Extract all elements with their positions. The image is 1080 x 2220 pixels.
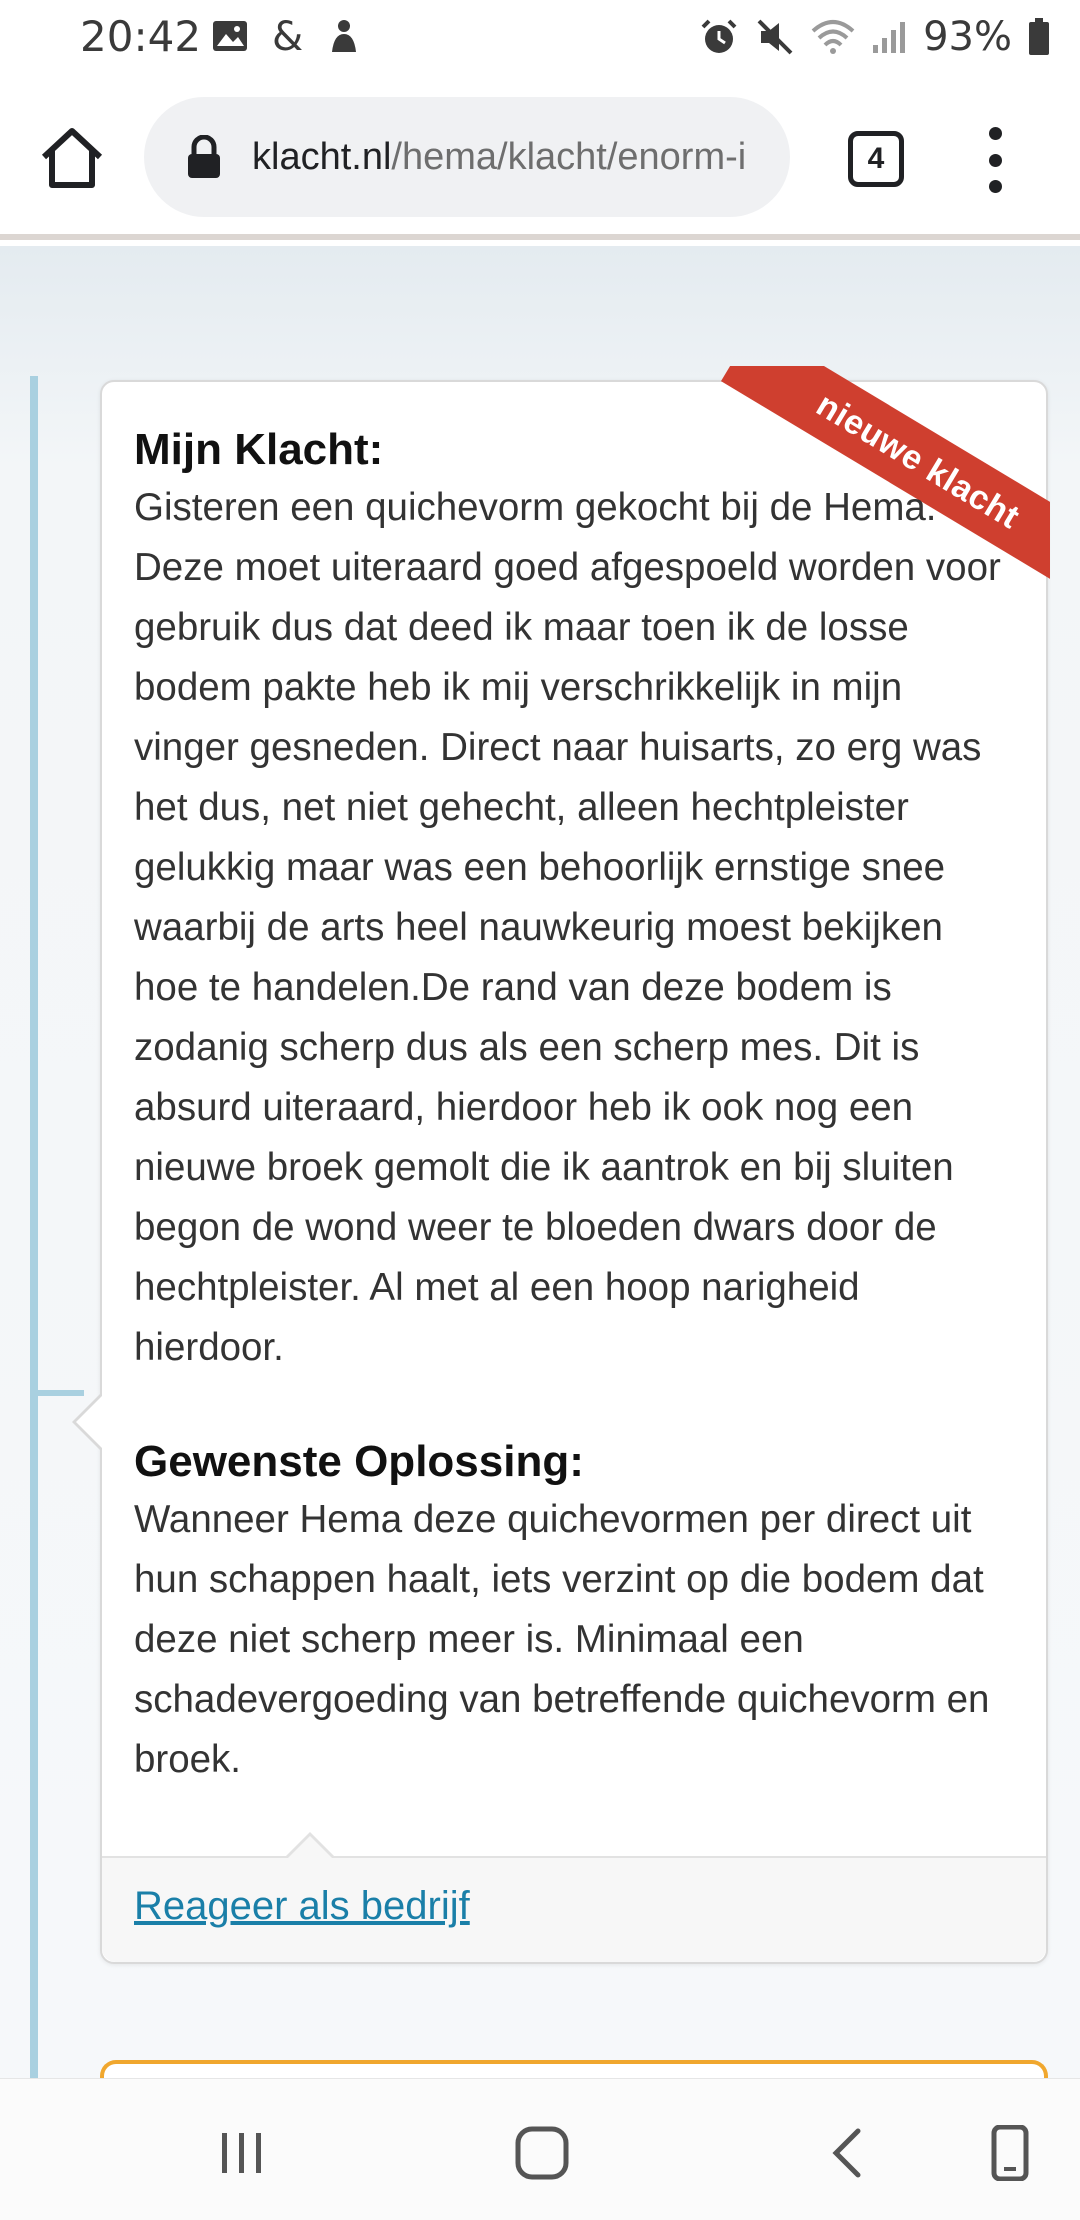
solution-title: Gewenste Oplossing: <box>134 1437 584 1486</box>
more-options-icon[interactable] <box>978 127 1012 193</box>
browser-toolbar <box>0 75 1080 240</box>
notification-icon <box>328 18 360 54</box>
back-icon[interactable] <box>818 2125 878 2181</box>
home-icon[interactable] <box>36 121 108 193</box>
home-nav-icon[interactable] <box>512 2125 572 2181</box>
url-text[interactable] <box>252 136 782 179</box>
complaint-body <box>134 422 1014 1790</box>
status-bar <box>0 0 1080 75</box>
complaint-card <box>100 380 1048 1964</box>
page-content[interactable] <box>0 246 1080 2078</box>
lock-icon <box>186 135 222 179</box>
alarm-icon <box>699 17 739 57</box>
solution-text: Wanneer Hema deze quichevormen per direct uit hun schappen haalt, iets verzint op die bodem dat deze niet scherp meer is. Minimaal een schadevergoeding van betreffende quichevorm en broek. <box>134 1498 990 1781</box>
recent-apps-icon[interactable] <box>212 2125 272 2181</box>
svg-text:&: & <box>272 16 304 56</box>
tab-switcher-button[interactable] <box>848 131 904 187</box>
image-icon <box>212 20 248 52</box>
complaint-title: Mijn Klacht: <box>134 425 384 474</box>
status-time: 20:42 <box>80 12 202 61</box>
rotate-screen-icon[interactable] <box>980 2125 1040 2181</box>
reply-as-company-link[interactable]: Reageer als bedrijf <box>134 1884 470 1928</box>
ampersand-icon <box>270 16 306 56</box>
battery-percentage: 93% <box>923 14 1012 60</box>
tab-count: 4 <box>867 142 885 175</box>
battery-icon <box>1028 18 1050 56</box>
complaint-text: Gisteren een quichevorm gekocht bij de Hema. Deze moet uiteraard goed afgespoeld worden voor gebruik dus dat deed ik maar toen ik de losse bodem pakte heb ik mij verschrikkelijk in mijn vinger gesneden. Direct naar huisarts, zo erg was het dus, net niet gehecht, alleen hechtpleister gelukkig maar was een behoorlijk ernstige snee waarbij de arts heel nauwkeurig moest bekijken hoe te handelen.De rand van deze bodem is zodanig scherp dus als een scherp mes. Dit is absurd uiteraard, hierdoor heb ik ook nog een nieuwe broek gemolt die ik aantrok en bij sluiten begon de wond weer te bloeden dwars door de hechtpleister. Al met al een hoop narigheid hierdoor. <box>134 486 1001 1369</box>
navigation-bar <box>0 2078 1080 2220</box>
wifi-icon <box>811 19 855 55</box>
status-icons-left <box>212 16 360 56</box>
url-host: klacht.nl <box>252 135 392 178</box>
timeline-line <box>30 376 38 2078</box>
mute-icon <box>755 17 795 57</box>
new-complaint-ribbon: nieuwe klacht <box>721 366 1050 597</box>
card-footer <box>102 1856 1046 1962</box>
address-bar[interactable] <box>144 97 790 217</box>
signal-icon <box>871 19 907 55</box>
status-icons-right <box>699 14 1050 60</box>
next-card-top <box>100 2060 1048 2078</box>
url-path: /hema/klacht/enorm-i <box>391 135 747 178</box>
